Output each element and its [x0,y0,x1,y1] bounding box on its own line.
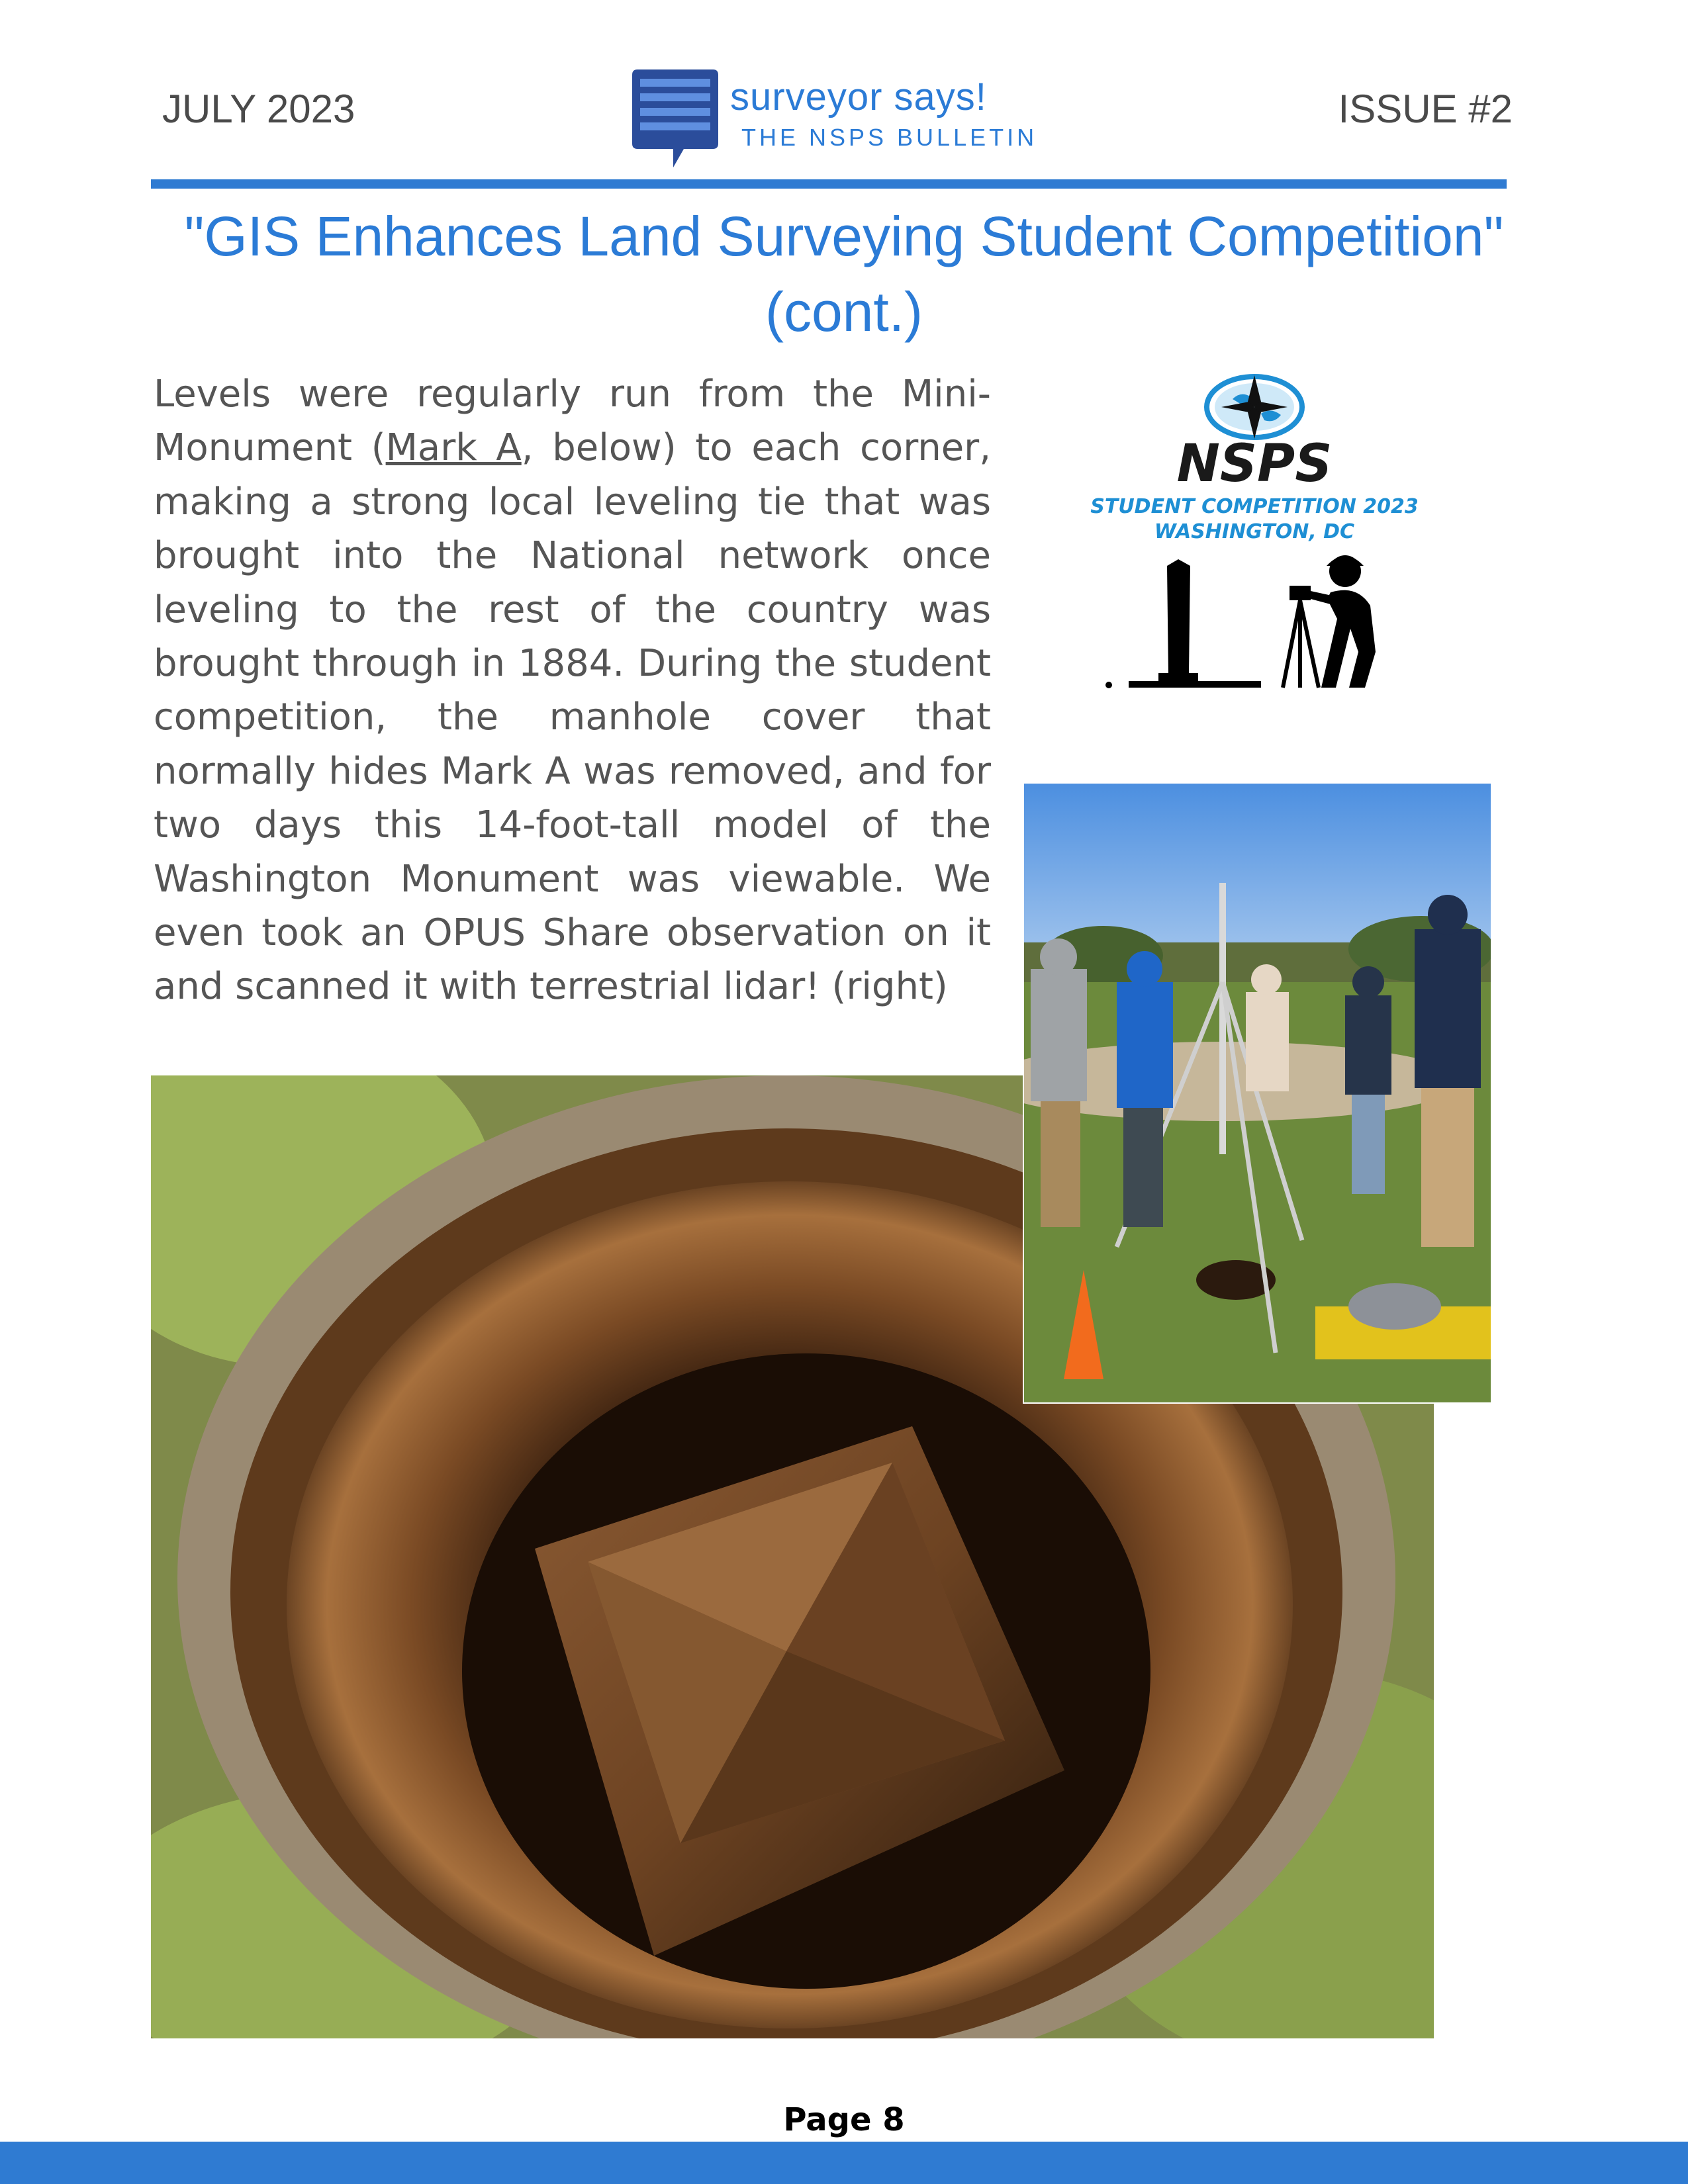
headline-line-2: (cont.) [765,281,923,343]
headline-line-1: "GIS Enhances Land Surveying Student Competition" [184,205,1504,267]
nsps-org-name: NSPS [1176,434,1333,494]
surveyor-with-tripod-icon [1283,555,1376,688]
competition-line-1: STUDENT COMPETITION 2023 [1090,495,1419,518]
footer-bar [0,2142,1688,2184]
logo-title: surveyor says! [730,75,987,118]
compass-globe-icon [1207,375,1302,439]
page-number: Page 8 [783,2101,905,2138]
speech-bubble-logo-icon [632,69,718,169]
nsps-competition-logo [1059,367,1456,711]
washington-monument-icon [1105,559,1261,688]
article-body [154,367,991,1014]
bulletin-logo [632,69,1062,172]
issue-number: ISSUE #2 [1338,87,1513,131]
header-divider [151,179,1507,189]
competition-line-2: WASHINGTON, DC [1154,520,1355,543]
mark-a-link[interactable]: Mark A [385,426,522,470]
body-text-start: Levels were regularly run from the Mini-Monument ( [154,373,991,470]
body-text-end: , below) to each corner, making a strong local leveling tie that was brought into the National network once leveling to the rest of the country was brought through in 1884. During the student competition, the manhole cover that normally hides Mark A was removed, and for two days this 14-foot-tall model of the Washington Monument was viewable. We even took an OPUS Share observation on it and scanned it with terrestrial lidar! (right) [154,426,991,1009]
article-headline [132,199,1556,349]
students-surveying-photo [1023,782,1492,1404]
issue-date: JULY 2023 [162,87,355,131]
logo-subtitle: THE NSPS BULLETIN [741,124,1038,151]
